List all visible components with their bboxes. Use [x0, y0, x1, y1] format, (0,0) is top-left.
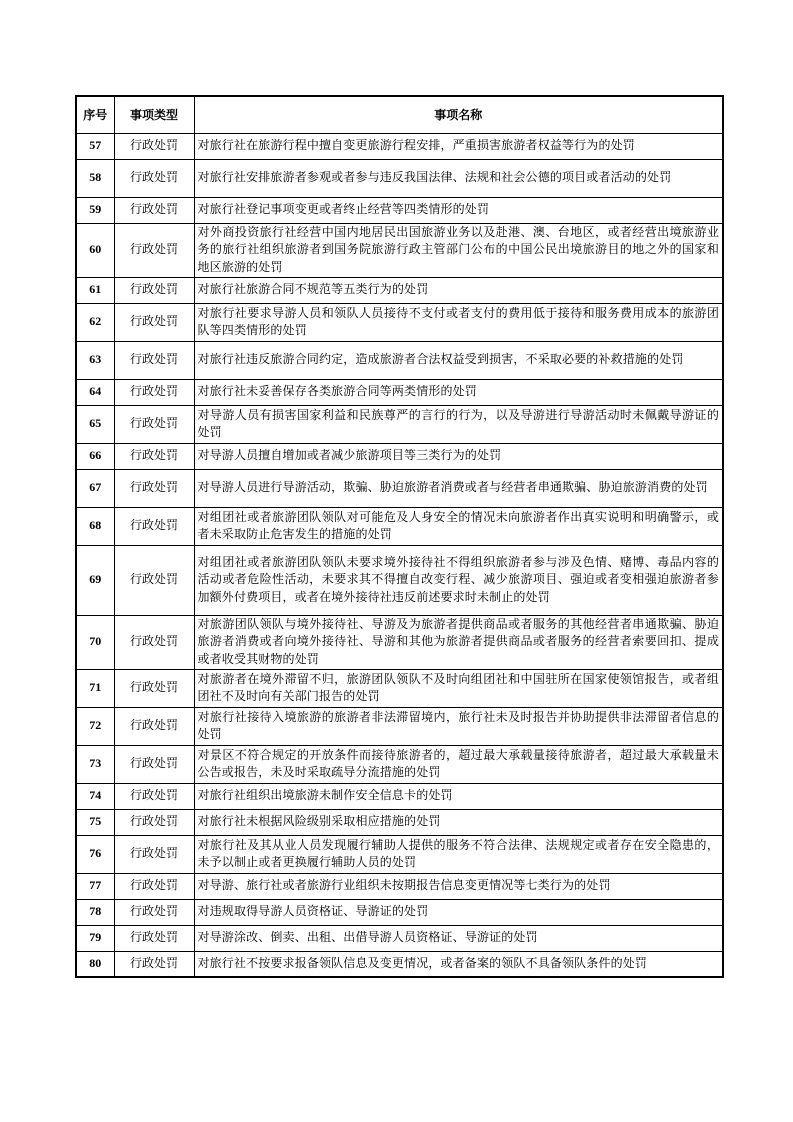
table-row [76, 303, 723, 341]
row-no: 62 [76, 303, 114, 341]
row-type: 行政处罚 [114, 783, 194, 809]
row-name: 对旅行社及其从业人员发现履行辅助人提供的服务不符合法律、法规规定或者存在安全隐患的，未予以制止或者更换履行辅助人员的处罚 [194, 835, 723, 873]
table-row [76, 469, 723, 507]
row-name: 对旅行社旅游合同不规范等五类行为的处罚 [194, 277, 723, 303]
row-type: 行政处罚 [114, 745, 194, 783]
table-row [76, 745, 723, 783]
row-name: 对旅行社要求导游人员和领队人员接待不支付或者支付的费用低于接待和服务费用成本的旅游团队等四类情形的处罚 [194, 303, 723, 341]
row-name: 对旅行社不按要求报备领队信息及变更情况，或者备案的领队不具备领队条件的处罚 [194, 951, 723, 977]
table-row [76, 835, 723, 873]
row-name: 对导游、旅行社或者旅游行业组织未按期报告信息变更情况等七类行为的处罚 [194, 873, 723, 899]
row-name: 对导游涂改、倒卖、出租、出借导游人员资格证、导游证的处罚 [194, 925, 723, 951]
row-no: 60 [76, 223, 114, 277]
row-no: 76 [76, 835, 114, 873]
row-no: 79 [76, 925, 114, 951]
row-no: 73 [76, 745, 114, 783]
row-type: 行政处罚 [114, 925, 194, 951]
row-no: 80 [76, 951, 114, 977]
table-row [76, 951, 723, 977]
table-row [76, 159, 723, 197]
row-no: 70 [76, 615, 114, 669]
row-type: 行政处罚 [114, 443, 194, 469]
row-type: 行政处罚 [114, 277, 194, 303]
table-row [76, 223, 723, 277]
row-type: 行政处罚 [114, 197, 194, 223]
row-no: 59 [76, 197, 114, 223]
row-type: 行政处罚 [114, 379, 194, 405]
row-name: 对旅行社组织出境旅游未制作安全信息卡的处罚 [194, 783, 723, 809]
row-name: 对组团社或者旅游团队领队未要求境外接待社不得组织旅游者参与涉及色情、赌博、毒品内容的活动或者危险性活动，未要求其不得擅自改变行程、减少旅游项目、强迫或者变相强迫旅游者参加额外付费项目，或者在境外接待社违反前述要求时未制止的处罚 [194, 545, 723, 615]
header-type: 事项类型 [114, 96, 194, 133]
row-type: 行政处罚 [114, 469, 194, 507]
row-name: 对旅行社违反旅游合同约定，造成旅游者合法权益受到损害，不采取必要的补救措施的处罚 [194, 341, 723, 379]
table-row [76, 899, 723, 925]
row-no: 68 [76, 507, 114, 545]
table-row [76, 925, 723, 951]
row-name: 对违规取得导游人员资格证、导游证的处罚 [194, 899, 723, 925]
row-no: 75 [76, 809, 114, 835]
row-no: 78 [76, 899, 114, 925]
row-type: 行政处罚 [114, 899, 194, 925]
row-no: 69 [76, 545, 114, 615]
row-no: 66 [76, 443, 114, 469]
row-type: 行政处罚 [114, 405, 194, 443]
table-row [76, 783, 723, 809]
row-name: 对组团社或者旅游团队领队对可能危及人身安全的情况未向旅游者作出真实说明和明确警示，或者未采取防止危害发生的措施的处罚 [194, 507, 723, 545]
row-type: 行政处罚 [114, 303, 194, 341]
row-type: 行政处罚 [114, 951, 194, 977]
row-name: 对外商投资旅行社经营中国内地居民出国旅游业务以及赴港、澳、台地区，或者经营出境旅游业务的旅行社组织旅游者到国务院旅游行政主管部门公布的中国公民出境旅游目的地之外的国家和地区旅游的处罚 [194, 223, 723, 277]
table-row [76, 197, 723, 223]
row-type: 行政处罚 [114, 835, 194, 873]
row-no: 61 [76, 277, 114, 303]
row-no: 63 [76, 341, 114, 379]
table-row [76, 707, 723, 745]
table-header-row [76, 96, 723, 133]
row-no: 65 [76, 405, 114, 443]
row-type: 行政处罚 [114, 159, 194, 197]
row-name: 对旅行社安排旅游者参观或者参与违反我国法律、法规和社会公德的项目或者活动的处罚 [194, 159, 723, 197]
row-type: 行政处罚 [114, 615, 194, 669]
row-no: 72 [76, 707, 114, 745]
table-row [76, 443, 723, 469]
row-no: 57 [76, 133, 114, 159]
table-row [76, 507, 723, 545]
table-row [76, 545, 723, 615]
row-name: 对旅游者在境外滞留不归，旅游团队领队不及时向组团社和中国驻所在国家使领馆报告，或者组团社不及时向有关部门报告的处罚 [194, 669, 723, 707]
row-type: 行政处罚 [114, 707, 194, 745]
row-name: 对旅行社在旅游行程中擅自变更旅游行程安排，严重损害旅游者权益等行为的处罚 [194, 133, 723, 159]
items-table [75, 95, 724, 978]
row-type: 行政处罚 [114, 133, 194, 159]
row-no: 64 [76, 379, 114, 405]
row-type: 行政处罚 [114, 809, 194, 835]
table-row [76, 405, 723, 443]
row-name: 对景区不符合规定的开放条件而接待旅游者的，超过最大承载量接待旅游者，超过最大承载量未公告或报告，未及时采取疏导分流措施的处罚 [194, 745, 723, 783]
row-type: 行政处罚 [114, 341, 194, 379]
row-name: 对旅游团队领队与境外接待社、导游及为旅游者提供商品或者服务的其他经营者串通欺骗、胁迫旅游者消费或者向境外接待社、导游和其他为旅游者提供商品或者服务的经营者索要回扣、提成或者收受其财物的处罚 [194, 615, 723, 669]
row-type: 行政处罚 [114, 545, 194, 615]
row-name: 对旅行社未根据风险级别采取相应措施的处罚 [194, 809, 723, 835]
table-row [76, 341, 723, 379]
table-row [76, 809, 723, 835]
table-row [76, 669, 723, 707]
table-row [76, 615, 723, 669]
row-type: 行政处罚 [114, 669, 194, 707]
row-name: 对导游人员有损害国家利益和民族尊严的言行的行为，以及导游进行导游活动时未佩戴导游证的处罚 [194, 405, 723, 443]
table-row [76, 379, 723, 405]
row-name: 对导游人员擅自增加或者减少旅游项目等三类行为的处罚 [194, 443, 723, 469]
row-name: 对旅行社未妥善保存各类旅游合同等两类情形的处罚 [194, 379, 723, 405]
row-no: 77 [76, 873, 114, 899]
row-no: 74 [76, 783, 114, 809]
row-no: 67 [76, 469, 114, 507]
table-row [76, 873, 723, 899]
row-type: 行政处罚 [114, 507, 194, 545]
row-name: 对旅行社接待入境旅游的旅游者非法滞留境内，旅行社未及时报告并协助提供非法滞留者信息的处罚 [194, 707, 723, 745]
header-no: 序号 [76, 96, 114, 133]
row-name: 对导游人员进行导游活动，欺骗、胁迫旅游者消费或者与经营者串通欺骗、胁迫旅游消费的处罚 [194, 469, 723, 507]
table-row [76, 277, 723, 303]
row-no: 58 [76, 159, 114, 197]
header-name: 事项名称 [194, 96, 723, 133]
table-row [76, 133, 723, 159]
row-type: 行政处罚 [114, 223, 194, 277]
row-type: 行政处罚 [114, 873, 194, 899]
row-name: 对旅行社登记事项变更或者终止经营等四类情形的处罚 [194, 197, 723, 223]
row-no: 71 [76, 669, 114, 707]
